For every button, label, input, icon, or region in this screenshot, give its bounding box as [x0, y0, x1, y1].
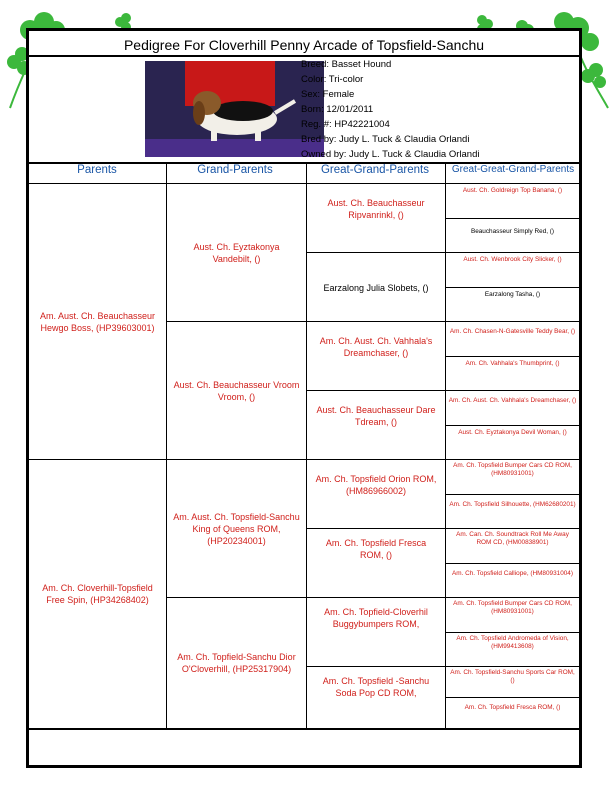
grandparent-3: Am. Aust. Ch. Topsfield-Sanchu King of Queens ROM, (HP20234001): [173, 511, 300, 546]
great-grandparent-3: Am. Ch. Aust. Ch. Vahhala's Dreamchaser, (): [319, 336, 433, 358]
great-grandparent-7: Am. Ch. Topfield-Cloverhil Buggybumpers ROM,: [324, 607, 428, 629]
header-parents: Parents: [77, 164, 117, 176]
owned-by-text: Owned by: Judy L. Tuck & Claudia Orlandi: [301, 149, 480, 160]
great-great-grandparent-16: Am. Ch. Topsfield Fresca ROM, (): [464, 703, 561, 711]
great-grandparent-2: Earzalong Julia Slobets, (): [323, 282, 429, 293]
great-great-grandparent-12: Am. Ch. Topsfield Calliope, (HM80931004): [451, 569, 573, 577]
grandparent-4: Am. Ch. Topfield-Sanchu Dior O'Cloverhill, (HP25317904): [177, 652, 296, 674]
great-grandparent-1: Aust. Ch. Beauchasseur Ripvanrinkl, (): [327, 198, 425, 220]
great-great-grandparent-14: Am. Ch. Topsfield Andromeda of Vision, (HM99413608): [456, 634, 569, 650]
basset-hound-photo-icon: [145, 61, 324, 157]
great-great-grandparent-5: Am. Ch. Chasen-N-Gatesville Teddy Bear, (): [449, 327, 576, 335]
bottom-divider: [29, 728, 579, 730]
grandparent-1: Aust. Ch. Eyztakonya Vandebilt, (): [193, 241, 280, 264]
great-great-grandparent-15: Am. Ch. Topsfield-Sanchu Sports Car ROM, (): [450, 668, 575, 684]
great-great-grandparent-13: Am. Ch. Topsfield Bumper Cars CD ROM, (HM80931001): [453, 599, 572, 615]
reg-text: Reg. #: HP42221004: [301, 119, 390, 130]
column-line: [306, 163, 307, 729]
great-great-grandparent-9: Am. Ch. Topsfield Bumper Cars CD ROM, (HM80931001): [453, 461, 572, 477]
great-great-grandparent-11: Am. Can. Ch. Soundtrack Roll Me Away ROM CD, (HM00838901): [456, 530, 569, 546]
color-text: Color: Tri-color: [301, 74, 364, 85]
header-grandparents: Grand-Parents: [197, 164, 273, 176]
great-grandparent-4: Aust. Ch. Beauchasseur Dare Tdream, (): [316, 405, 436, 427]
breed-text: Breed: Basset Hound: [301, 59, 392, 70]
great-grandparent-5: Am. Ch. Topsfield Orion ROM, (HM86966002): [315, 474, 437, 496]
great-great-grandparent-7: Am. Ch. Aust. Ch. Vahhala's Dreamchaser, (): [448, 396, 577, 404]
great-great-grandparent-8: Aust. Ch. Eyztakonya Devil Woman, (): [458, 428, 567, 436]
parent-sire: Am. Aust. Ch. Beauchasseur Hewgo Boss, (HP39603001): [39, 310, 156, 333]
great-grandparent-6: Am. Ch. Topsfield Fresca ROM, (): [325, 538, 427, 560]
pedigree-frame: [26, 28, 582, 768]
page-title: Pedigree For Cloverhill Penny Arcade of Topsfield-Sanchu: [123, 37, 485, 53]
parent-dam: Am. Ch. Cloverhill-Topsfield Free Spin, (HP34268402): [42, 583, 153, 605]
bred-by-text: Bred by: Judy L. Tuck & Claudia Orlandi: [301, 134, 470, 145]
header-great-grandparents: Great-Grand-Parents: [320, 164, 429, 176]
dog-info: [301, 57, 479, 162]
great-great-grandparent-1: Aust. Ch. Goldreign Top Banana, (): [462, 186, 563, 194]
grandparent-2: Aust. Ch. Beauchasseur Vroom Vroom, (): [173, 379, 300, 402]
great-great-grandparent-2: Beauchasseur Simply Red, (): [470, 227, 555, 235]
great-great-grandparent-10: Am. Ch. Topsfield Silhouette, (HM62680201): [449, 500, 576, 508]
great-great-grandparent-3: Aust. Ch. Wenbrook City Slicker, (): [463, 255, 562, 263]
header-great-great-grandparents: Great-Great-Grand-Parents: [451, 164, 575, 175]
born-text: Born: 12/01/2011: [301, 104, 374, 115]
great-great-grandparent-4: Earzalong Tasha, (): [484, 290, 541, 298]
sex-text: Sex: Female: [301, 89, 355, 100]
great-grandparent-8: Am. Ch. Topsfield -Sanchu Soda Pop CD ROM,: [322, 676, 430, 698]
great-great-grandparent-6: Am. Ch. Vahhala's Thumbprint, (): [465, 359, 560, 367]
dog-photo: [145, 61, 324, 157]
